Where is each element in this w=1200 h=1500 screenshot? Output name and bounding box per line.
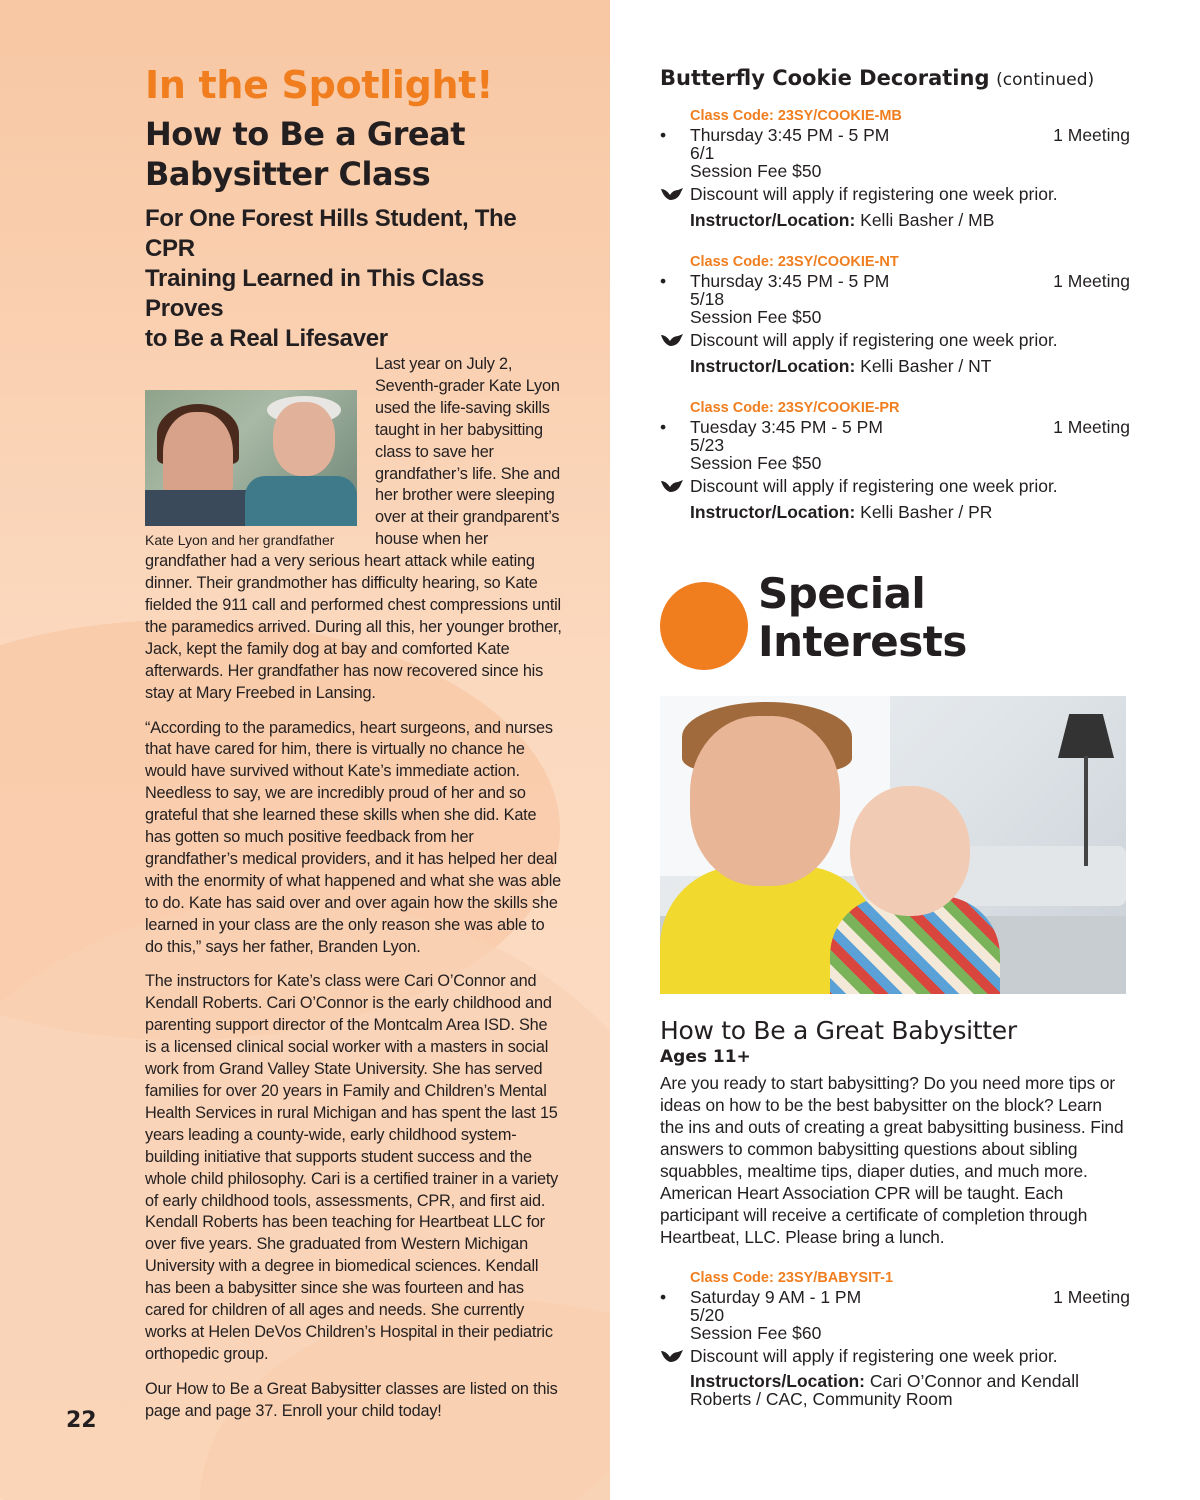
session-date: 5/18 [690, 289, 725, 309]
early-bird-icon [660, 186, 684, 202]
article-paragraph: “According to the paramedics, heart surgeons, and nurses that have cared for him, there is virtually no chance he would have survived without Kate’s immediate action. Needless to say, we are incredibly proud of her and so grateful that she learned these skills when she did. Kate has gotten so much positive feedback from her grandfather’s medical providers, and it has helped her deal with the enormity of what happened and what she was able to do. Kate has said over and over again how the skills she learned in your class are the only reason she was able to do this,” says her father, Branden Lyon. [145, 718, 562, 956]
kids-photo [660, 696, 1126, 994]
session-time: Thursday 3:45 PM - 5 PM [690, 125, 890, 145]
class-code: Class Code: 23SY/COOKIE-PR [690, 400, 900, 416]
session-fee: Session Fee $50 [690, 307, 822, 327]
discount-note [660, 476, 1130, 496]
instructor-name: Kelli Basher / NT [860, 356, 992, 376]
section-heading [660, 64, 1130, 94]
class-code: Class Code: 23SY/COOKIE-NT [690, 254, 899, 270]
article-deck-line: For One Forest Hills Student, The CPR [145, 205, 517, 262]
session-time-row [660, 126, 1130, 144]
session-time: Thursday 3:45 PM - 5 PM [690, 271, 890, 291]
meeting-count: 1 Meeting [1053, 271, 1130, 291]
class-code: Class Code: 23SY/COOKIE-MB [690, 108, 902, 124]
class-session [660, 252, 1130, 376]
meeting-count: 1 Meeting [1053, 125, 1130, 145]
bullet: • [660, 125, 667, 145]
discount-note [660, 330, 1130, 350]
instructor-location [660, 1372, 1130, 1408]
discount-text: Discount will apply if registering one week prior. [690, 476, 1058, 496]
session-date: 6/1 [690, 143, 715, 163]
instructor-label: Instructor/Location: [690, 356, 856, 376]
article-paragraph: Last year on July 2, Seventh-grader Kate Lyon used the life-saving skills taught in her babysitting class to save her grandfather’s life. She and her brother were sleeping over at their grandparent’s house when her grandfather had a very serious heart attack while eating dinner. Their grandmother has difficulty hearing, so Kate fielded the 911 call and performed chest compressions until the paramedics arrived. During all this, her younger brother, Jack, kept the family dog at bay and comforted Kate afterwards. Her grandfather has now recovered since his stay at Mary Freebed in Lansing. [145, 355, 562, 702]
discount-text: Discount will apply if registering one week prior. [690, 1346, 1058, 1366]
bullet: • [660, 417, 667, 437]
discount-note [660, 184, 1130, 204]
spotlight-kicker: In the Spotlight! [145, 63, 494, 107]
session-time: Saturday 9 AM - 1 PM [690, 1287, 862, 1307]
session-time: Tuesday 3:45 PM - 5 PM [690, 417, 883, 437]
article-title-line: Babysitter Class [145, 155, 431, 193]
section-title-line: Interests [758, 617, 967, 666]
instructor-name: Kelli Basher / MB [860, 210, 995, 230]
instructor-label: Instructors/Location: [690, 1371, 866, 1391]
session-date: 5/23 [690, 435, 725, 455]
meeting-count: 1 Meeting [1053, 1287, 1130, 1307]
instructor-label: Instructor/Location: [690, 502, 856, 522]
session-time-row [660, 1288, 1130, 1306]
class-description: Are you ready to start babysitting? Do you need more tips or ideas on how to be the best babysitter on the block? Learn the ins and outs of creating a great babysitting business. Find answers to common babysitting questions about sibling squabbles, mealtime tips, diaper duties, and much more. American Heart Association CPR will be taught. Each participant will receive a certificate of completion through Heartbeat, LLC. Please bring a lunch. [660, 1073, 1124, 1247]
class-session [660, 106, 1130, 230]
class-code: Class Code: 23SY/BABYSIT-1 [690, 1270, 894, 1286]
early-bird-icon [660, 478, 684, 494]
bullet: • [660, 1287, 667, 1307]
session-fee: Session Fee $50 [690, 161, 822, 181]
page-number: 22 [66, 1408, 97, 1433]
special-interests-header [660, 569, 1130, 672]
section-title-line: Special [758, 569, 926, 618]
spotlight-article [145, 62, 563, 1436]
photo-figure [145, 390, 357, 549]
class-ages: Ages 11+ [660, 1047, 751, 1067]
instructor-label: Instructor/Location: [690, 210, 856, 230]
section-title [758, 570, 967, 666]
class-session [660, 1268, 1130, 1408]
meeting-count: 1 Meeting [1053, 417, 1130, 437]
section-title: Butterfly Cookie Decorating [660, 66, 990, 90]
article-title [145, 114, 563, 194]
instructor-location [660, 356, 1130, 376]
photo-caption: Kate Lyon and her grandfather [145, 532, 335, 548]
session-fee: Session Fee $50 [690, 453, 822, 473]
early-bird-icon [660, 332, 684, 348]
instructor-location [660, 210, 1130, 230]
article-paragraph: Our How to Be a Great Babysitter classes are listed on this page and page 37. Enroll your child today! [145, 1379, 558, 1420]
discount-text: Discount will apply if registering one week prior. [690, 184, 1058, 204]
article-deck-line: to Be a Real Lifesaver [145, 325, 388, 352]
session-fee: Session Fee $60 [690, 1323, 822, 1343]
bullet: • [660, 271, 667, 291]
session-time-row [660, 272, 1130, 290]
early-bird-icon [660, 1348, 684, 1364]
class-listings [660, 64, 1130, 1408]
class-title: How to Be a Great Babysitter [660, 1016, 1017, 1045]
article-paragraph: The instructors for Kate’s class were Cari O’Connor and Kendall Roberts. Cari O’Connor is the early childhood and parenting support director of the Montcalm Area ISD. She is a licensed clinical social worker with a masters in social work from Grand Valley State University. She has served families for over 20 years in Family and Children’s Mental Health Services in rural Michigan and has spent the last 15 years leading a county-wide, early childhood system-building initiative that supports student success and the whole child philosophy. Cari is a certified trainer in a variety of early childhood tools, assessments, CPR, and first aid. Kendall Roberts has been teaching for Heartbeat LLC for over five years. She graduated from Western Michigan University with a degree in biomedical sciences. Kendall has been a babysitter since she was fourteen and has cared for children of all ages and needs. She currently works at Helen DeVos Children’s Hospital in their pediatric orthopedic group. [145, 972, 559, 1363]
instructor-location [660, 502, 1130, 522]
article-title-line: How to Be a Great [145, 115, 465, 153]
section-suffix: (continued) [996, 70, 1095, 90]
instructor-name: Roberts / CAC, Community Room [690, 1389, 953, 1409]
discount-note [660, 1346, 1130, 1366]
session-time-row [660, 418, 1130, 436]
session-date: 5/20 [690, 1305, 725, 1325]
article-deck [145, 204, 563, 354]
article-deck-line: Training Learned in This Class Proves [145, 265, 485, 322]
orange-circle-icon [660, 582, 748, 670]
kate-and-grandfather-photo [145, 390, 357, 526]
instructor-name: Cari O’Connor and Kendall [869, 1371, 1080, 1391]
instructor-name: Kelli Basher / PR [860, 502, 993, 522]
discount-text: Discount will apply if registering one week prior. [690, 330, 1058, 350]
class-session [660, 398, 1130, 522]
